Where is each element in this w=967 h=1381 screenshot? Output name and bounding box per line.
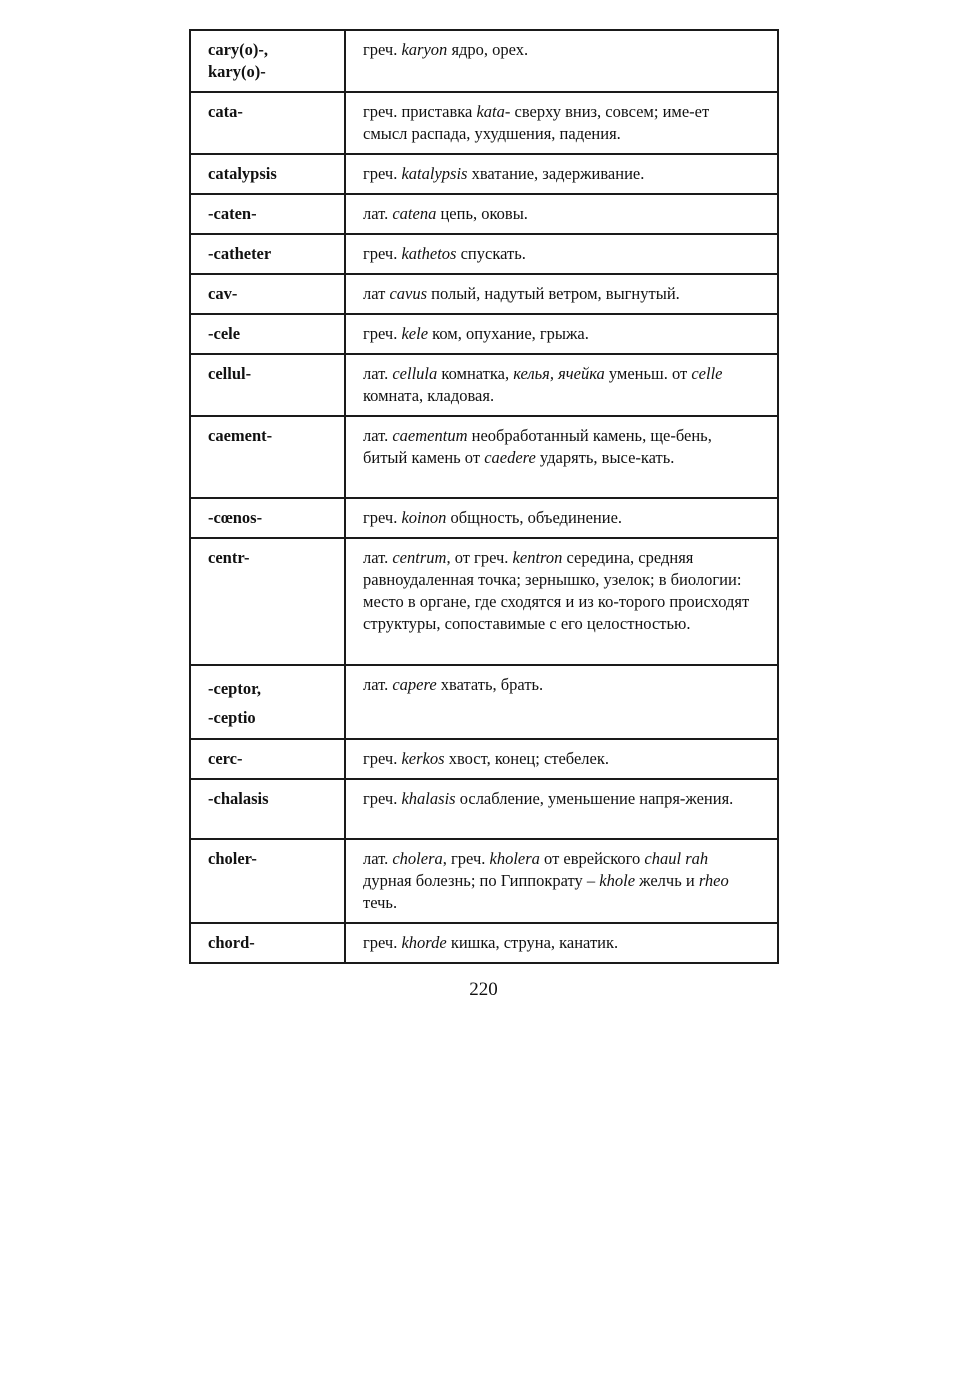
term-text: caement- xyxy=(208,426,273,445)
term-cell xyxy=(190,154,345,194)
definition-term-italic: khorde xyxy=(401,933,447,952)
table-row xyxy=(190,779,778,839)
term-cell xyxy=(190,234,345,274)
table-row xyxy=(190,314,778,354)
table-row xyxy=(190,665,778,739)
definition-text: хвост, конец; стебелек. xyxy=(444,749,609,768)
definition-text: греч. xyxy=(363,749,402,768)
table-row xyxy=(190,154,778,194)
term-text: kary(o)- xyxy=(208,62,266,81)
term-cell xyxy=(190,92,345,154)
term-text: -ceptor, xyxy=(208,679,261,698)
definition-text: комнатка, xyxy=(437,364,514,383)
definition-term-italic: celle xyxy=(691,364,723,383)
definition-text: лат. xyxy=(363,548,393,567)
term-cell xyxy=(190,274,345,314)
definition-text: уменьш. от xyxy=(604,364,692,383)
definition-cell xyxy=(345,779,778,839)
definition-cell xyxy=(345,839,778,923)
definition-term-italic: capere xyxy=(392,675,437,694)
term-cell xyxy=(190,839,345,923)
definition-text: лат. xyxy=(363,675,393,694)
definition-text: от еврейского xyxy=(539,849,645,868)
definition-text: кишка, струна, канатик. xyxy=(446,933,619,952)
term-text: -catheter xyxy=(208,244,272,263)
definition-text: середина, средняя равноудаленная точка; зернышко, узелок; в биологии: место в органе, где сходятся и из ко-торого происходят структуры, сопоставимые с его целостностью. xyxy=(363,548,750,633)
definition-term-italic: catena xyxy=(392,204,437,223)
table-row xyxy=(190,739,778,779)
definition-text: греч. xyxy=(363,40,402,59)
definition-text: спускать. xyxy=(456,244,526,263)
definition-text: желчь и xyxy=(635,871,699,890)
definition-cell xyxy=(345,665,778,739)
definition-text: ослабление, уменьшение напря-жения. xyxy=(455,789,734,808)
definition-cell xyxy=(345,274,778,314)
definition-cell xyxy=(345,154,778,194)
term-text: cerc- xyxy=(208,749,243,768)
table-row xyxy=(190,234,778,274)
term-text: catalypsis xyxy=(208,164,277,183)
definition-term-italic: kerkos xyxy=(401,749,445,768)
term-text: cary(o)-, xyxy=(208,40,269,59)
term-text: cellul- xyxy=(208,364,252,383)
etymology-table-body xyxy=(190,30,778,963)
table-row xyxy=(190,839,778,923)
definition-term-italic: kata- xyxy=(476,102,511,121)
term-text: choler- xyxy=(208,849,257,868)
definition-term-italic: kholera xyxy=(489,849,540,868)
definition-cell xyxy=(345,314,778,354)
definition-text: комната, кладовая. xyxy=(363,386,495,405)
definition-text: , греч. xyxy=(442,849,490,868)
definition-term-italic: rheo xyxy=(698,871,729,890)
definition-cell xyxy=(345,194,778,234)
term-text: cav- xyxy=(208,284,238,303)
definition-text: греч. приставка xyxy=(363,102,477,121)
table-row xyxy=(190,416,778,498)
definition-text: полый, надутый ветром, выгнутый. xyxy=(427,284,680,303)
term-text: -cœnos- xyxy=(208,508,263,527)
definition-text: цепь, оковы. xyxy=(436,204,528,223)
etymology-table xyxy=(189,29,779,964)
definition-text: , от греч. xyxy=(446,548,513,567)
table-row xyxy=(190,30,778,92)
term-text: -chalasis xyxy=(208,789,269,808)
term-cell xyxy=(190,665,345,739)
definition-text: лат xyxy=(363,284,390,303)
definition-term-italic: caementum xyxy=(392,426,468,445)
definition-term-italic: caedere xyxy=(484,448,536,467)
definition-text: хватать, брать. xyxy=(436,675,544,694)
table-row xyxy=(190,498,778,538)
definition-term-italic: келья, ячейка xyxy=(513,364,605,383)
definition-text: греч. xyxy=(363,508,402,527)
definition-text: лат. xyxy=(363,849,393,868)
term-text: -caten- xyxy=(208,204,257,223)
table-row xyxy=(190,923,778,963)
definition-text: ядро, орех. xyxy=(447,40,529,59)
definition-term-italic: koinon xyxy=(401,508,447,527)
definition-cell xyxy=(345,354,778,416)
term-text: cata- xyxy=(208,102,243,121)
definition-term-italic: cavus xyxy=(389,284,428,303)
table-row xyxy=(190,354,778,416)
term-text: -ceptio xyxy=(208,708,256,727)
table-row xyxy=(190,194,778,234)
definition-cell xyxy=(345,923,778,963)
definition-text: лат. xyxy=(363,364,393,383)
definition-text: сверху вниз, совсем; име-ет смысл распада, ухудшения, падения. xyxy=(363,102,710,143)
term-cell xyxy=(190,538,345,665)
definition-cell xyxy=(345,30,778,92)
term-text: -cele xyxy=(208,324,241,343)
definition-text: хватание, задерживание. xyxy=(467,164,645,183)
definition-text: течь. xyxy=(363,893,398,912)
definition-text: ком, опухание, грыжа. xyxy=(428,324,589,343)
definition-text: греч. xyxy=(363,324,402,343)
definition-cell xyxy=(345,498,778,538)
definition-term-italic: khalasis xyxy=(401,789,456,808)
definition-term-italic: kele xyxy=(401,324,429,343)
definition-cell xyxy=(345,234,778,274)
definition-term-italic: kentron xyxy=(512,548,563,567)
definition-cell xyxy=(345,416,778,498)
definition-text: греч. xyxy=(363,933,402,952)
definition-text: дурная болезнь; по Гиппократу – xyxy=(363,871,600,890)
definition-cell xyxy=(345,538,778,665)
definition-cell xyxy=(345,739,778,779)
term-text: chord- xyxy=(208,933,255,952)
page-number: 220 xyxy=(469,979,498,1000)
definition-text: лат. xyxy=(363,204,393,223)
definition-text: греч. xyxy=(363,164,402,183)
definition-text: общность, объединение. xyxy=(446,508,623,527)
definition-term-italic: cellula xyxy=(392,364,438,383)
term-cell xyxy=(190,314,345,354)
definition-text: лат. xyxy=(363,426,393,445)
definition-term-italic: katalypsis xyxy=(401,164,468,183)
term-text: centr- xyxy=(208,548,250,567)
table-row xyxy=(190,538,778,665)
definition-text: необработанный камень, ще-бень, битый камень от xyxy=(363,426,712,467)
term-cell xyxy=(190,30,345,92)
term-cell xyxy=(190,923,345,963)
table-row xyxy=(190,92,778,154)
definition-term-italic: chaul rah xyxy=(644,849,709,868)
definition-text: греч. xyxy=(363,789,402,808)
term-cell xyxy=(190,354,345,416)
definition-term-italic: centrum xyxy=(392,548,447,567)
term-cell xyxy=(190,498,345,538)
definition-term-italic: khole xyxy=(599,871,636,890)
definition-text: греч. xyxy=(363,244,402,263)
definition-term-italic: kathetos xyxy=(401,244,457,263)
term-cell xyxy=(190,779,345,839)
term-cell xyxy=(190,739,345,779)
definition-cell xyxy=(345,92,778,154)
term-cell xyxy=(190,194,345,234)
term-cell xyxy=(190,416,345,498)
definition-text: ударять, высе-кать. xyxy=(535,448,675,467)
definition-term-italic: karyon xyxy=(401,40,448,59)
table-row xyxy=(190,274,778,314)
definition-term-italic: cholera xyxy=(392,849,443,868)
